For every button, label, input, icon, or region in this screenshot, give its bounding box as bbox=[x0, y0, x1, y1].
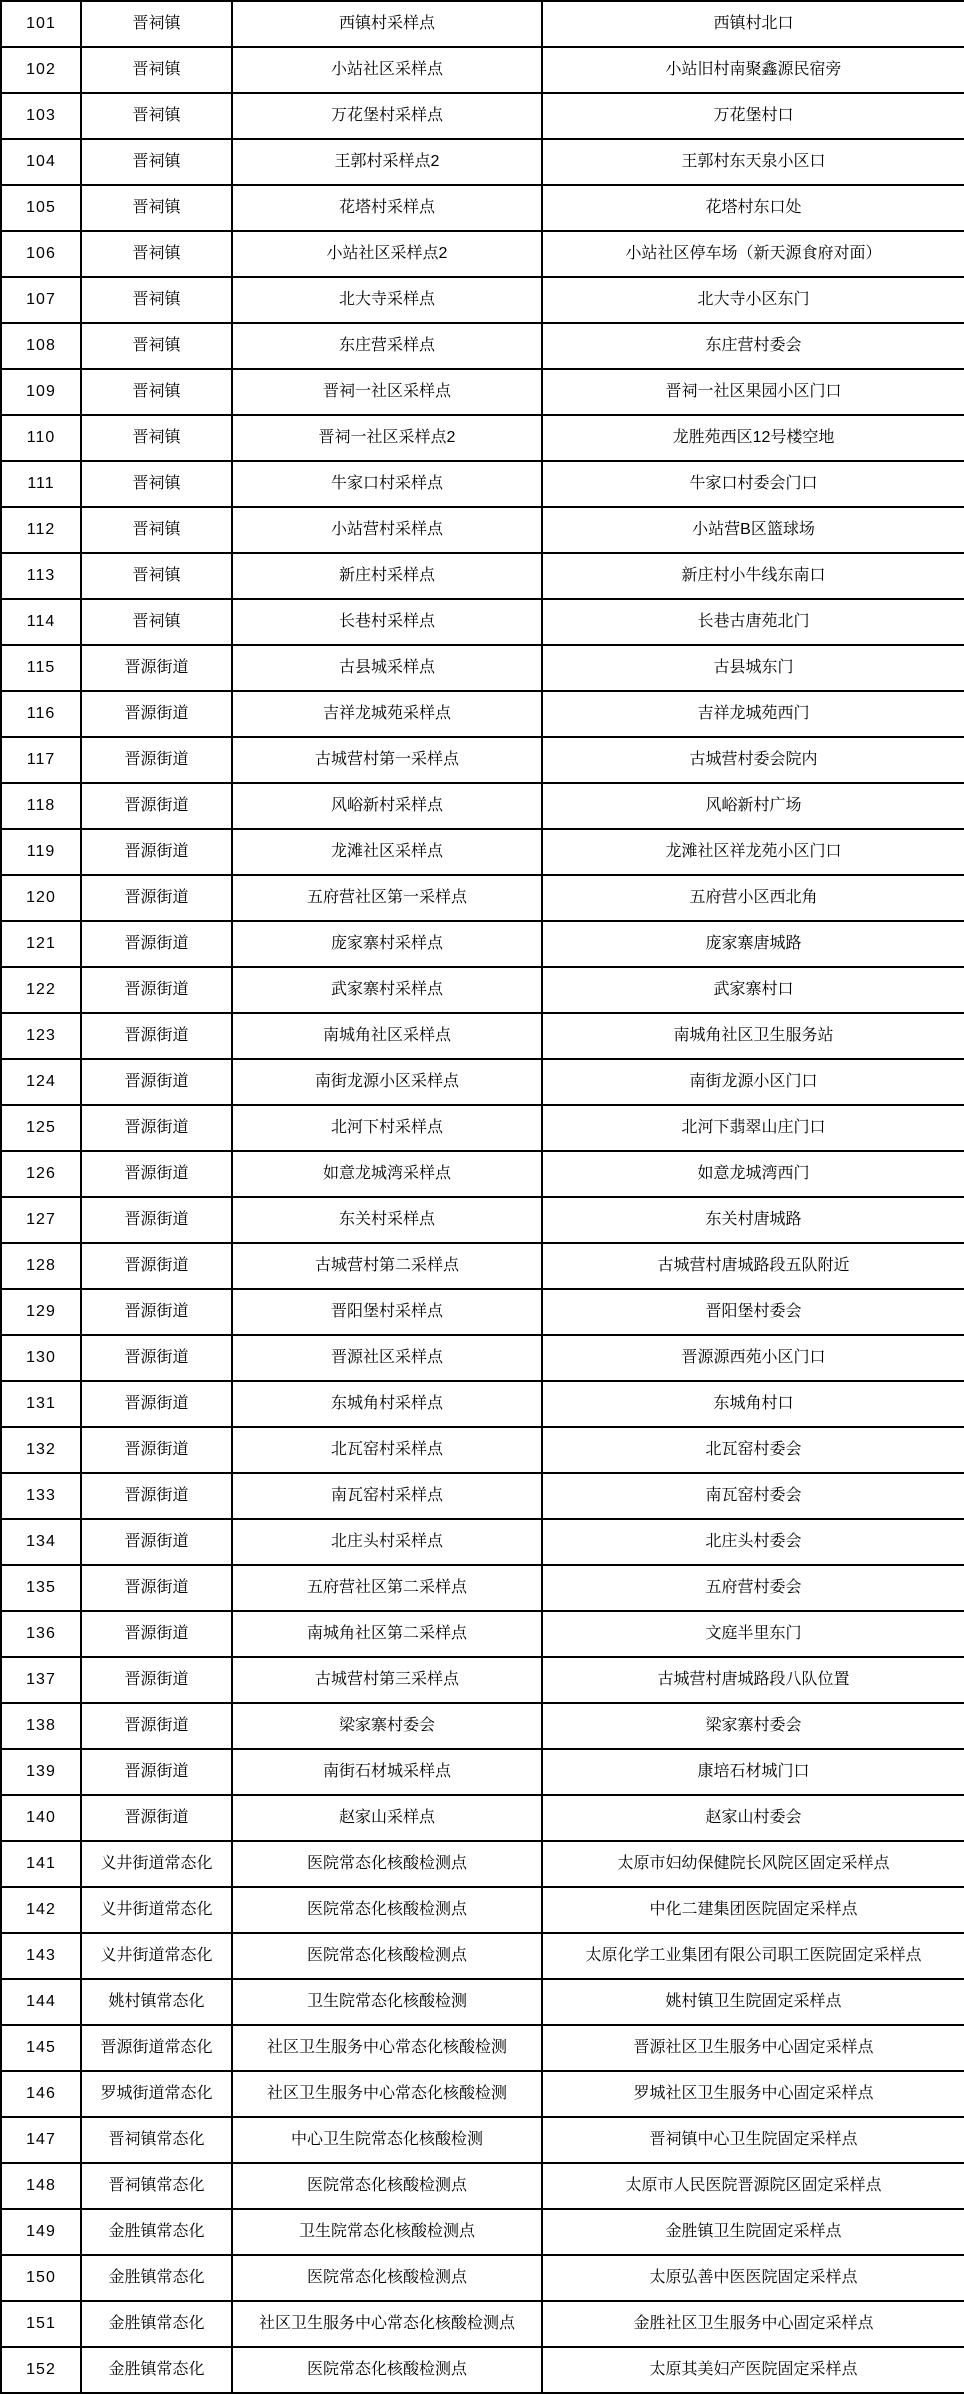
sampling-point-location-cell: 古城营村唐城路段八队位置 bbox=[542, 1657, 964, 1703]
table-row bbox=[1, 2255, 964, 2301]
sampling-point-name-cell: 医院常态化核酸检测点 bbox=[232, 1887, 542, 1933]
table-row bbox=[1, 1473, 964, 1519]
table-row bbox=[1, 415, 964, 461]
district-cell: 晋祠镇常态化 bbox=[81, 2163, 232, 2209]
table-row bbox=[1, 1427, 964, 1473]
district-cell: 晋祠镇 bbox=[81, 139, 232, 185]
row-number: 138 bbox=[1, 1703, 81, 1749]
sampling-point-name-cell: 五府营社区第一采样点 bbox=[232, 875, 542, 921]
sampling-point-name-cell: 古城营村第三采样点 bbox=[232, 1657, 542, 1703]
sampling-point-name-cell: 东庄营采样点 bbox=[232, 323, 542, 369]
district-cell: 罗城街道常态化 bbox=[81, 2071, 232, 2117]
sampling-point-location-cell: 古城营村委会院内 bbox=[542, 737, 964, 783]
sampling-point-name-cell: 北大寺采样点 bbox=[232, 277, 542, 323]
row-number: 104 bbox=[1, 139, 81, 185]
row-number: 125 bbox=[1, 1105, 81, 1151]
sampling-point-location-cell: 北大寺小区东门 bbox=[542, 277, 964, 323]
table-row bbox=[1, 645, 964, 691]
sampling-point-location-cell: 康培石材城门口 bbox=[542, 1749, 964, 1795]
sampling-point-location-cell: 晋阳堡村委会 bbox=[542, 1289, 964, 1335]
district-cell: 晋祠镇 bbox=[81, 185, 232, 231]
sampling-point-location-cell: 武家寨村口 bbox=[542, 967, 964, 1013]
table-row bbox=[1, 1841, 964, 1887]
row-number: 141 bbox=[1, 1841, 81, 1887]
row-number: 134 bbox=[1, 1519, 81, 1565]
district-cell: 晋祠镇 bbox=[81, 323, 232, 369]
sampling-point-location-cell: 北庄头村委会 bbox=[542, 1519, 964, 1565]
district-cell: 晋源街道 bbox=[81, 1565, 232, 1611]
row-number: 117 bbox=[1, 737, 81, 783]
district-cell: 晋祠镇 bbox=[81, 507, 232, 553]
district-cell: 晋源街道 bbox=[81, 1289, 232, 1335]
district-cell: 晋源街道 bbox=[81, 1059, 232, 1105]
table-row bbox=[1, 599, 964, 645]
sampling-point-name-cell: 如意龙城湾采样点 bbox=[232, 1151, 542, 1197]
sampling-point-location-cell: 庞家寨唐城路 bbox=[542, 921, 964, 967]
sampling-point-location-cell: 太原市妇幼保健院长风院区固定采样点 bbox=[542, 1841, 964, 1887]
sampling-point-location-cell: 南城角社区卫生服务站 bbox=[542, 1013, 964, 1059]
district-cell: 晋祠镇 bbox=[81, 93, 232, 139]
table-row bbox=[1, 691, 964, 737]
row-number: 130 bbox=[1, 1335, 81, 1381]
sampling-point-name-cell: 五府营社区第二采样点 bbox=[232, 1565, 542, 1611]
sampling-point-location-cell: 西镇村北口 bbox=[542, 1, 964, 47]
district-cell: 晋祠镇 bbox=[81, 415, 232, 461]
sampling-point-name-cell: 长巷村采样点 bbox=[232, 599, 542, 645]
district-cell: 晋祠镇 bbox=[81, 47, 232, 93]
district-cell: 晋源街道 bbox=[81, 1611, 232, 1657]
district-cell: 晋源街道 bbox=[81, 1427, 232, 1473]
sampling-point-location-cell: 东庄营村委会 bbox=[542, 323, 964, 369]
sampling-point-name-cell: 晋阳堡村采样点 bbox=[232, 1289, 542, 1335]
table-row bbox=[1, 369, 964, 415]
table-row bbox=[1, 1703, 964, 1749]
district-cell: 晋源街道 bbox=[81, 1703, 232, 1749]
sampling-point-name-cell: 龙滩社区采样点 bbox=[232, 829, 542, 875]
table-row bbox=[1, 1657, 964, 1703]
district-cell: 晋祠镇 bbox=[81, 599, 232, 645]
row-number: 135 bbox=[1, 1565, 81, 1611]
district-cell: 金胜镇常态化 bbox=[81, 2255, 232, 2301]
table-row bbox=[1, 921, 964, 967]
sampling-point-name-cell: 王郭村采样点2 bbox=[232, 139, 542, 185]
sampling-point-name-cell: 医院常态化核酸检测点 bbox=[232, 1933, 542, 1979]
district-cell: 晋祠镇 bbox=[81, 553, 232, 599]
table-row bbox=[1, 1013, 964, 1059]
row-number: 107 bbox=[1, 277, 81, 323]
sampling-point-name-cell: 医院常态化核酸检测点 bbox=[232, 1841, 542, 1887]
sampling-point-name-cell: 卫生院常态化核酸检测点 bbox=[232, 2209, 542, 2255]
district-cell: 晋源街道 bbox=[81, 1197, 232, 1243]
sampling-point-location-cell: 晋源社区卫生服务中心固定采样点 bbox=[542, 2025, 964, 2071]
row-number: 110 bbox=[1, 415, 81, 461]
sampling-point-name-cell: 古城营村第一采样点 bbox=[232, 737, 542, 783]
table-row bbox=[1, 277, 964, 323]
sampling-point-name-cell: 南街石材城采样点 bbox=[232, 1749, 542, 1795]
table-row bbox=[1, 1059, 964, 1105]
row-number: 106 bbox=[1, 231, 81, 277]
row-number: 102 bbox=[1, 47, 81, 93]
row-number: 113 bbox=[1, 553, 81, 599]
table-row bbox=[1, 829, 964, 875]
table-row bbox=[1, 553, 964, 599]
table-row bbox=[1, 1979, 964, 2025]
sampling-point-location-cell: 小站社区停车场（新天源食府对面） bbox=[542, 231, 964, 277]
district-cell: 晋源街道 bbox=[81, 1473, 232, 1519]
sampling-point-location-cell: 罗城社区卫生服务中心固定采样点 bbox=[542, 2071, 964, 2117]
row-number: 122 bbox=[1, 967, 81, 1013]
row-number: 109 bbox=[1, 369, 81, 415]
row-number: 112 bbox=[1, 507, 81, 553]
row-number: 120 bbox=[1, 875, 81, 921]
row-number: 111 bbox=[1, 461, 81, 507]
sampling-point-name-cell: 小站社区采样点2 bbox=[232, 231, 542, 277]
row-number: 115 bbox=[1, 645, 81, 691]
row-number: 103 bbox=[1, 93, 81, 139]
row-number: 145 bbox=[1, 2025, 81, 2071]
row-number: 121 bbox=[1, 921, 81, 967]
district-cell: 义井街道常态化 bbox=[81, 1887, 232, 1933]
row-number: 133 bbox=[1, 1473, 81, 1519]
sampling-point-location-cell: 晋源源西苑小区门口 bbox=[542, 1335, 964, 1381]
district-cell: 晋源街道 bbox=[81, 645, 232, 691]
table-body bbox=[1, 1, 964, 2393]
sampling-point-name-cell: 晋祠一社区采样点 bbox=[232, 369, 542, 415]
sampling-point-location-cell: 王郭村东天泉小区口 bbox=[542, 139, 964, 185]
row-number: 137 bbox=[1, 1657, 81, 1703]
sampling-point-name-cell: 古县城采样点 bbox=[232, 645, 542, 691]
sampling-point-name-cell: 南城角社区第二采样点 bbox=[232, 1611, 542, 1657]
table-row bbox=[1, 1105, 964, 1151]
table-row bbox=[1, 47, 964, 93]
sampling-point-location-cell: 东关村唐城路 bbox=[542, 1197, 964, 1243]
sampling-point-location-cell: 五府营村委会 bbox=[542, 1565, 964, 1611]
district-cell: 晋源街道 bbox=[81, 691, 232, 737]
row-number: 129 bbox=[1, 1289, 81, 1335]
row-number: 108 bbox=[1, 323, 81, 369]
table-row bbox=[1, 1611, 964, 1657]
table-row bbox=[1, 1, 964, 47]
sampling-point-name-cell: 新庄村采样点 bbox=[232, 553, 542, 599]
table-row bbox=[1, 1933, 964, 1979]
sampling-point-name-cell: 西镇村采样点 bbox=[232, 1, 542, 47]
district-cell: 晋源街道 bbox=[81, 1105, 232, 1151]
sampling-point-location-cell: 晋祠一社区果园小区门口 bbox=[542, 369, 964, 415]
sampling-point-location-cell: 花塔村东口处 bbox=[542, 185, 964, 231]
sampling-point-name-cell: 梁家寨村委会 bbox=[232, 1703, 542, 1749]
sampling-point-name-cell: 东关村采样点 bbox=[232, 1197, 542, 1243]
table-row bbox=[1, 2071, 964, 2117]
sampling-point-location-cell: 太原其美妇产医院固定采样点 bbox=[542, 2347, 964, 2393]
table-row bbox=[1, 139, 964, 185]
district-cell: 晋源街道 bbox=[81, 1243, 232, 1289]
row-number: 150 bbox=[1, 2255, 81, 2301]
district-cell: 晋祠镇 bbox=[81, 231, 232, 277]
sampling-point-name-cell: 医院常态化核酸检测点 bbox=[232, 2163, 542, 2209]
district-cell: 晋源街道 bbox=[81, 1013, 232, 1059]
sampling-point-location-cell: 北河下翡翠山庄门口 bbox=[542, 1105, 964, 1151]
table-row bbox=[1, 1243, 964, 1289]
table-row bbox=[1, 875, 964, 921]
sampling-point-location-cell: 赵家山村委会 bbox=[542, 1795, 964, 1841]
district-cell: 金胜镇常态化 bbox=[81, 2347, 232, 2393]
district-cell: 晋源街道 bbox=[81, 1795, 232, 1841]
row-number: 143 bbox=[1, 1933, 81, 1979]
sampling-point-name-cell: 中心卫生院常态化核酸检测 bbox=[232, 2117, 542, 2163]
table-row bbox=[1, 1381, 964, 1427]
sampling-point-name-cell: 社区卫生服务中心常态化核酸检测 bbox=[232, 2025, 542, 2071]
sampling-point-name-cell: 南街龙源小区采样点 bbox=[232, 1059, 542, 1105]
row-number: 136 bbox=[1, 1611, 81, 1657]
sampling-point-name-cell: 小站营村采样点 bbox=[232, 507, 542, 553]
sampling-point-name-cell: 南瓦窑村采样点 bbox=[232, 1473, 542, 1519]
table-row bbox=[1, 2347, 964, 2393]
district-cell: 晋祠镇 bbox=[81, 1, 232, 47]
row-number: 142 bbox=[1, 1887, 81, 1933]
row-number: 124 bbox=[1, 1059, 81, 1105]
table-row bbox=[1, 783, 964, 829]
sampling-point-location-cell: 金胜镇卫生院固定采样点 bbox=[542, 2209, 964, 2255]
row-number: 118 bbox=[1, 783, 81, 829]
sampling-point-location-cell: 太原弘善中医医院固定采样点 bbox=[542, 2255, 964, 2301]
sampling-point-name-cell: 小站社区采样点 bbox=[232, 47, 542, 93]
table-row bbox=[1, 2117, 964, 2163]
sampling-point-name-cell: 医院常态化核酸检测点 bbox=[232, 2255, 542, 2301]
sampling-point-name-cell: 卫生院常态化核酸检测 bbox=[232, 1979, 542, 2025]
table-row bbox=[1, 1887, 964, 1933]
district-cell: 晋源街道 bbox=[81, 1749, 232, 1795]
sampling-point-name-cell: 赵家山采样点 bbox=[232, 1795, 542, 1841]
row-number: 105 bbox=[1, 185, 81, 231]
sampling-point-name-cell: 南城角社区采样点 bbox=[232, 1013, 542, 1059]
sampling-point-location-cell: 中化二建集团医院固定采样点 bbox=[542, 1887, 964, 1933]
row-number: 101 bbox=[1, 1, 81, 47]
sampling-point-location-cell: 东城角村口 bbox=[542, 1381, 964, 1427]
sampling-point-location-cell: 北瓦窑村委会 bbox=[542, 1427, 964, 1473]
sampling-point-name-cell: 牛家口村采样点 bbox=[232, 461, 542, 507]
row-number: 119 bbox=[1, 829, 81, 875]
sampling-point-name-cell: 北河下村采样点 bbox=[232, 1105, 542, 1151]
district-cell: 晋祠镇 bbox=[81, 369, 232, 415]
sampling-point-location-cell: 古县城东门 bbox=[542, 645, 964, 691]
district-cell: 晋源街道 bbox=[81, 1519, 232, 1565]
district-cell: 晋源街道 bbox=[81, 783, 232, 829]
row-number: 123 bbox=[1, 1013, 81, 1059]
sampling-point-location-cell: 龙胜苑西区12号楼空地 bbox=[542, 415, 964, 461]
row-number: 140 bbox=[1, 1795, 81, 1841]
table-row bbox=[1, 323, 964, 369]
district-cell: 金胜镇常态化 bbox=[81, 2301, 232, 2347]
sampling-point-location-cell: 牛家口村委会门口 bbox=[542, 461, 964, 507]
district-cell: 晋源街道常态化 bbox=[81, 2025, 232, 2071]
sampling-point-name-cell: 东城角村采样点 bbox=[232, 1381, 542, 1427]
table-row bbox=[1, 1565, 964, 1611]
sampling-point-name-cell: 花塔村采样点 bbox=[232, 185, 542, 231]
row-number: 139 bbox=[1, 1749, 81, 1795]
district-cell: 晋祠镇 bbox=[81, 461, 232, 507]
table-row bbox=[1, 1795, 964, 1841]
sampling-point-name-cell: 庞家寨村采样点 bbox=[232, 921, 542, 967]
district-cell: 晋源街道 bbox=[81, 829, 232, 875]
sampling-point-location-cell: 五府营小区西北角 bbox=[542, 875, 964, 921]
table-row bbox=[1, 461, 964, 507]
row-number: 131 bbox=[1, 1381, 81, 1427]
sampling-point-name-cell: 社区卫生服务中心常态化核酸检测 bbox=[232, 2071, 542, 2117]
table-row bbox=[1, 2209, 964, 2255]
district-cell: 晋源街道 bbox=[81, 1657, 232, 1703]
sampling-point-location-cell: 太原市人民医院晋源院区固定采样点 bbox=[542, 2163, 964, 2209]
district-cell: 晋祠镇常态化 bbox=[81, 2117, 232, 2163]
row-number: 127 bbox=[1, 1197, 81, 1243]
row-number: 132 bbox=[1, 1427, 81, 1473]
table-row bbox=[1, 2025, 964, 2071]
sampling-point-location-cell: 新庄村小牛线东南口 bbox=[542, 553, 964, 599]
district-cell: 义井街道常态化 bbox=[81, 1841, 232, 1887]
table-row bbox=[1, 967, 964, 1013]
district-cell: 金胜镇常态化 bbox=[81, 2209, 232, 2255]
sampling-point-location-cell: 太原化学工业集团有限公司职工医院固定采样点 bbox=[542, 1933, 964, 1979]
sampling-point-name-cell: 北庄头村采样点 bbox=[232, 1519, 542, 1565]
row-number: 116 bbox=[1, 691, 81, 737]
row-number: 128 bbox=[1, 1243, 81, 1289]
table-row bbox=[1, 2301, 964, 2347]
row-number: 114 bbox=[1, 599, 81, 645]
district-cell: 晋源街道 bbox=[81, 1381, 232, 1427]
sampling-point-name-cell: 古城营村第二采样点 bbox=[232, 1243, 542, 1289]
table-row bbox=[1, 1197, 964, 1243]
table-row bbox=[1, 1519, 964, 1565]
district-cell: 晋源街道 bbox=[81, 1335, 232, 1381]
sampling-point-location-cell: 古城营村唐城路段五队附近 bbox=[542, 1243, 964, 1289]
sampling-point-location-cell: 文庭半里东门 bbox=[542, 1611, 964, 1657]
row-number: 126 bbox=[1, 1151, 81, 1197]
row-number: 151 bbox=[1, 2301, 81, 2347]
sampling-point-location-cell: 吉祥龙城苑西门 bbox=[542, 691, 964, 737]
sampling-point-location-cell: 万花堡村口 bbox=[542, 93, 964, 139]
row-number: 152 bbox=[1, 2347, 81, 2393]
table-row bbox=[1, 185, 964, 231]
table-row bbox=[1, 2163, 964, 2209]
table-row bbox=[1, 737, 964, 783]
row-number: 144 bbox=[1, 1979, 81, 2025]
sampling-point-location-cell: 梁家寨村委会 bbox=[542, 1703, 964, 1749]
sampling-point-location-cell: 南瓦窑村委会 bbox=[542, 1473, 964, 1519]
table-row bbox=[1, 93, 964, 139]
sampling-point-location-cell: 姚村镇卫生院固定采样点 bbox=[542, 1979, 964, 2025]
row-number: 147 bbox=[1, 2117, 81, 2163]
row-number: 149 bbox=[1, 2209, 81, 2255]
district-cell: 晋源街道 bbox=[81, 967, 232, 1013]
table-row bbox=[1, 1335, 964, 1381]
district-cell: 晋源街道 bbox=[81, 737, 232, 783]
district-cell: 义井街道常态化 bbox=[81, 1933, 232, 1979]
sampling-point-location-cell: 如意龙城湾西门 bbox=[542, 1151, 964, 1197]
row-number: 146 bbox=[1, 2071, 81, 2117]
sampling-point-name-cell: 医院常态化核酸检测点 bbox=[232, 2347, 542, 2393]
district-cell: 晋祠镇 bbox=[81, 277, 232, 323]
district-cell: 晋源街道 bbox=[81, 875, 232, 921]
table-row bbox=[1, 1289, 964, 1335]
sampling-point-location-cell: 龙滩社区祥龙苑小区门口 bbox=[542, 829, 964, 875]
sampling-point-name-cell: 晋源社区采样点 bbox=[232, 1335, 542, 1381]
table-row bbox=[1, 1749, 964, 1795]
sampling-point-location-cell: 风峪新村广场 bbox=[542, 783, 964, 829]
table-row bbox=[1, 231, 964, 277]
district-cell: 晋源街道 bbox=[81, 921, 232, 967]
row-number: 148 bbox=[1, 2163, 81, 2209]
district-cell: 姚村镇常态化 bbox=[81, 1979, 232, 2025]
sampling-point-name-cell: 吉祥龙城苑采样点 bbox=[232, 691, 542, 737]
sampling-point-name-cell: 北瓦窑村采样点 bbox=[232, 1427, 542, 1473]
sampling-point-location-cell: 小站旧村南聚鑫源民宿旁 bbox=[542, 47, 964, 93]
table-row bbox=[1, 507, 964, 553]
sampling-point-location-cell: 南街龙源小区门口 bbox=[542, 1059, 964, 1105]
sampling-point-location-cell: 金胜社区卫生服务中心固定采样点 bbox=[542, 2301, 964, 2347]
sampling-point-location-cell: 小站营B区篮球场 bbox=[542, 507, 964, 553]
sampling-point-name-cell: 晋祠一社区采样点2 bbox=[232, 415, 542, 461]
district-cell: 晋源街道 bbox=[81, 1151, 232, 1197]
sampling-point-name-cell: 社区卫生服务中心常态化核酸检测点 bbox=[232, 2301, 542, 2347]
sampling-point-name-cell: 万花堡村采样点 bbox=[232, 93, 542, 139]
sampling-point-name-cell: 风峪新村采样点 bbox=[232, 783, 542, 829]
sampling-point-location-cell: 长巷古唐苑北门 bbox=[542, 599, 964, 645]
table-row bbox=[1, 1151, 964, 1197]
sampling-point-location-cell: 晋祠镇中心卫生院固定采样点 bbox=[542, 2117, 964, 2163]
sampling-point-name-cell: 武家寨村采样点 bbox=[232, 967, 542, 1013]
